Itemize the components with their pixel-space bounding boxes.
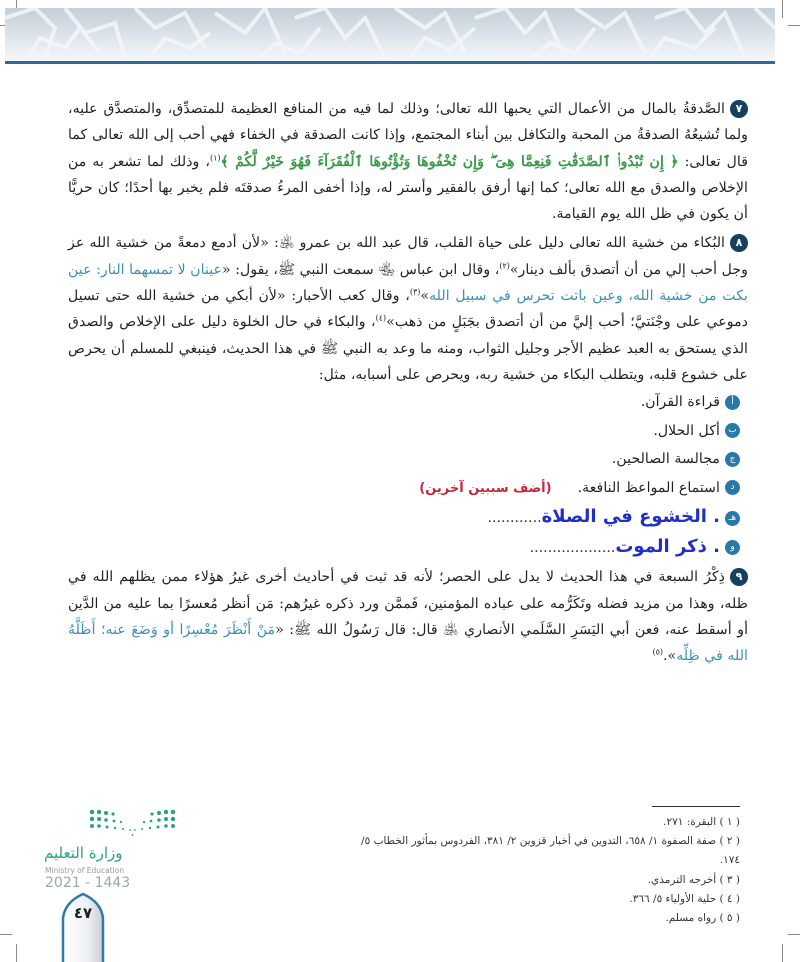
footnote-ref: (٥) xyxy=(652,647,663,657)
header-rule xyxy=(5,61,775,64)
footnotes xyxy=(340,806,740,928)
handwritten-answer[interactable]: . الخشوع في الصلاة xyxy=(541,506,720,528)
list-marker: ج xyxy=(725,452,740,467)
logo-dots-icon xyxy=(88,808,178,842)
quran-verse: ﴿ إِن تُبْدُوا۟ ٱلصَّدَقَٰتِ فَنِعِمَّا هِىَ ۖ وَإِن تُخْفُوهَا وَتُؤْتُوهَا ٱلْفُقَرَآءَ فَهُوَ خَيْرٌ لَّكُمْ ﴾ xyxy=(220,153,679,170)
list-item xyxy=(68,445,740,474)
paragraph-text: الصَّدقةُ بالمال من الأعمال التي يحبها الله تعالى؛ وذلك لما فيه من المنافع العظيمة للمتصدِّق، والمتصدَّق عليه، ولما تُشيعُهُ الصدقةُ من المحبة والتكافل بين أبناء المجتمع، وإذا كانت الصدقة في الخفاء فهي أحب إلى الله تعالى كما قال تعالى: xyxy=(68,101,748,170)
list-marker: أ xyxy=(725,395,740,410)
list-marker: ب xyxy=(725,423,740,438)
footnote: ( ٤ ) حلية الأولياء ٥/ ٣٦٦. xyxy=(629,892,740,905)
paragraph-8 xyxy=(68,230,748,388)
page-number-tab xyxy=(61,892,105,962)
footnote-ref: (٣) xyxy=(409,287,421,297)
handwritten-answer[interactable]: . ذكر الموت xyxy=(615,535,720,557)
paragraph-number-badge: ٧ xyxy=(730,100,748,118)
paragraph-text: البُكاء من خشية الله تعالى دليل على حياة القلب، قال عبد الله بن عمرو ﵁: «لأن أدمع دمعةً من خشية الله عز وجل أحب إلي من أن أتصدق بألف دينار» xyxy=(68,235,748,278)
page-number: ٤٧ xyxy=(73,904,93,922)
list-marker: و xyxy=(725,540,740,555)
footnote: ( ٢ ) صفة الصفوة ١/ ٦٥٨، التدوين في أخبار قزوين ٢/ ٣٨١، الفردوس بمأثور الخطاب ٥/ ١٧٤. xyxy=(361,835,740,867)
crop-mark xyxy=(782,0,783,18)
paragraph-text: ، وقال كعب الأحبار: «لأن أبكي من خشية الله حتى تسيل دموعي على وجْنَتيَّ؛ أحب إليَّ من أن أتصدق بجَبَلٍ من ذهب» xyxy=(68,288,748,331)
geometric-pattern xyxy=(5,8,775,64)
list-item-text: أكل الحلال. xyxy=(653,422,720,439)
footnote-ref: (٢) xyxy=(499,261,510,271)
crop-mark xyxy=(788,25,800,26)
paragraph-number-badge: ٩ xyxy=(730,568,748,586)
crop-mark xyxy=(788,934,800,935)
list-item xyxy=(68,474,740,504)
footnote: ( ٥ ) رواه مسلم. xyxy=(665,912,740,925)
list-item xyxy=(68,388,740,417)
exercise-instruction: (أضف سببين آخرين) xyxy=(419,480,552,496)
footnote: ( ٣ ) أخرجه الترمذي. xyxy=(647,873,740,886)
paragraph-text: ، والبكاء في حال الخلوة دليل على الإخلاص والصدق الذي يستحق به العبد عظيم الأجر وجليل الثواب، ومنه ما وعد به النبي ﷺ في هذا الحديث، فينبغي للمسلم أن يحرص على خشوع قلبه، ويتطلب البكاء من خشية ربه، ويحرص على أسبابه، مثل: xyxy=(68,314,748,383)
causes-list xyxy=(68,388,748,562)
answer-blank-dots: ............ xyxy=(487,510,542,527)
paragraph-text: ذِكْرُ السبعة في هذا الحديث لا يدل على الحصر؛ لأنه قد ثبت في أحاديث أخرى غيرُ هؤلاء ممن يظلهم الله في ظله، وهذا من مزيد فضله وتَكَرُّمه على عباده المؤمنين، فَممَّن ورد ذكره غيرُهم: مَن أنظر مُعسرًا بما عليه من الدَّين أو أسقط عنه، فعن أبي اليَسَرِ السَّلَمي الأنصاري ﵁ قال: قال رَسُولُ الله ﷺ: « xyxy=(68,569,749,638)
list-item-answer[interactable] xyxy=(68,533,740,563)
header-pattern-band xyxy=(5,8,775,64)
answer-blank-dots: ................... xyxy=(529,539,616,556)
quote-mark: » xyxy=(420,288,430,305)
quote-mark: ». xyxy=(663,648,677,665)
list-item-text: قراءة القرآن. xyxy=(640,394,720,411)
logo-name-arabic: وزارة التعليم xyxy=(44,844,123,862)
list-item-answer[interactable] xyxy=(68,503,740,533)
crop-mark xyxy=(782,944,783,962)
footnote-ref: (٤) xyxy=(375,313,387,323)
hadith-quote: عينان لا تمسهما النار: عين بكت من خشية الله، وعين باتت تحرس في سبيل الله xyxy=(68,261,748,305)
crop-mark xyxy=(0,934,12,935)
footnote-ref: (١) xyxy=(209,152,221,162)
paragraph-7 xyxy=(68,96,748,227)
list-marker: د xyxy=(725,480,740,495)
list-item-text: مجالسة الصالحين. xyxy=(611,451,720,468)
footnote-divider xyxy=(652,806,740,807)
list-marker: هـ xyxy=(725,511,740,526)
hadith-quote: مَنْ أَنْظَرَ مُعْسِرًا أو وَضَعَ عنه؛ أَظَلَّهُ الله في ظِلِّه xyxy=(68,621,748,665)
paragraph-text: ، وذلك لما تشعر به من الإخلاص والصدق مع الله تعالى؛ كما إنها أرفق بالفقير وأستر له، وإذا أخفى المرءُ صدقتَه فلم يخبر بها أحدًا؛ كان حريًّا أن يكون في ظل الله يوم القيامة. xyxy=(68,153,748,223)
logo-name-english: Ministry of Education xyxy=(45,866,125,875)
paragraph-9 xyxy=(68,564,748,669)
main-content xyxy=(68,96,748,669)
paragraph-text: ، وقال ابن عباس ﵄ سمعت النبي ﷺ، يقول: « xyxy=(222,261,500,278)
list-item xyxy=(68,417,740,446)
footnote: ( ١ ) البقرة: ٢٧١. xyxy=(663,816,740,828)
list-item-text: استماع المواعظ النافعة. xyxy=(577,479,720,496)
crop-mark xyxy=(16,944,17,962)
edition-year: 2021 - 1443 xyxy=(45,875,131,891)
paragraph-number-badge: ٨ xyxy=(730,234,748,252)
